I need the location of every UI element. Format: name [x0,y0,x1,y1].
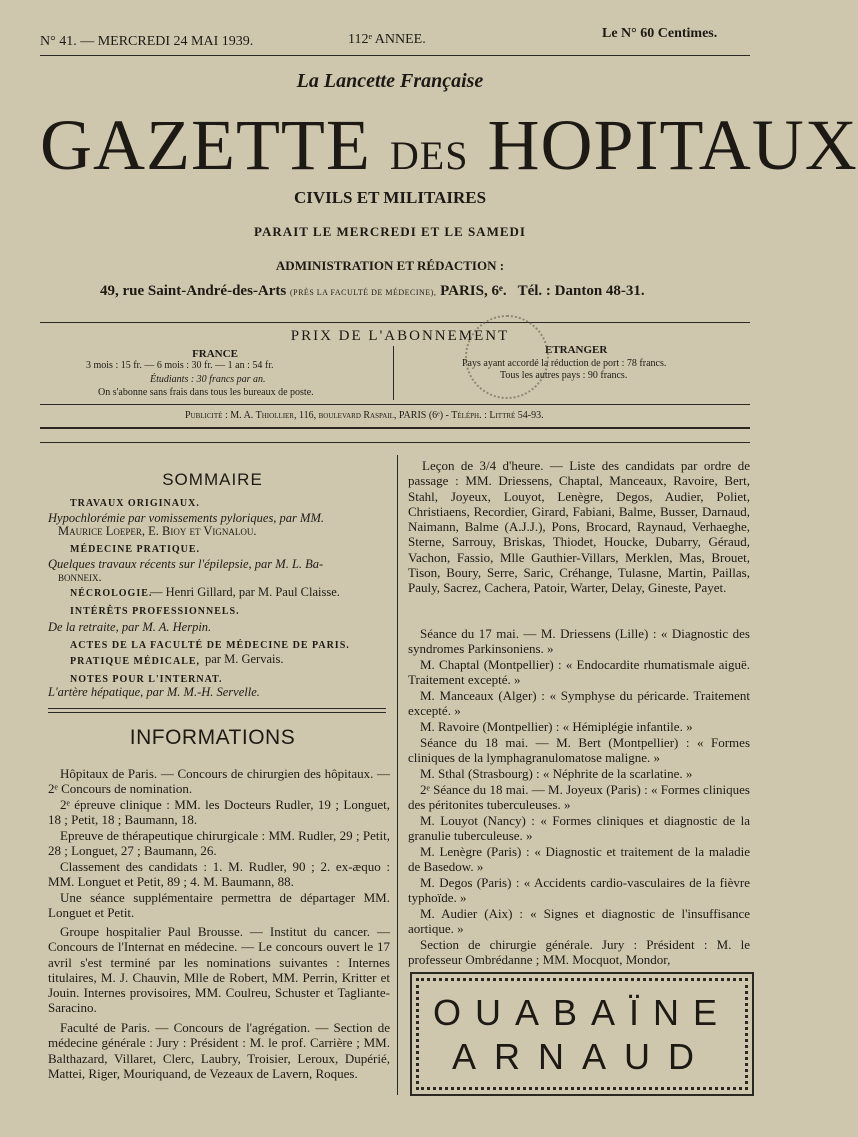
title-des: DES [389,133,469,178]
post-office-note: On s'abonne sans frais dans tous les bureaux de poste. [98,387,314,398]
admin-label: ADMINISTRATION ET RÉDACTION : [275,258,505,273]
toc-entry: Hypochlorémie par vomissements pyloriques, par MM. [48,511,324,525]
divider [40,442,750,443]
newspaper-title [40,104,858,187]
address-note: (PRÈS LA FACULTÉ DE MÉDECINE), [289,288,437,297]
library-stamp [465,315,549,399]
info-paragraph: Faculté de Paris. — Concours de l'agrégation. — Section de médecine générale : Jury : Président : M. le prof. Carrière ; MM. Balthazard, Villaret, Clerc, Laubry, Troisier, Leroux, Dupérié, Mattei, Riger, Mouriquand, de Vezeaux de Lavern, Roques. [48,1020,390,1081]
issue-price: Le N° 60 Centimes. [602,26,718,41]
publication-days: PARAIT LE MERCREDI ET LE SAMEDI [254,224,526,239]
advert-brand: ARNAUD [451,1036,712,1077]
divider [40,322,750,323]
toc-category: MÉDECINE PRATIQUE. [70,544,201,555]
france-rates: 3 mois : 15 fr. — 6 mois : 30 fr. — 1 an : 54 fr. [86,360,274,371]
info-paragraph: Séance du 17 mai. — M. Driessens (Lille) : « Diagnostic des syndromes Parkinsoniens. » [408,626,750,657]
info-paragraph: Hôpitaux de Paris. — Concours de chirurgien des hôpitaux. — 2ᵉ Concours de nomination. [48,766,390,797]
divider [40,427,750,429]
info-paragraph: M. Manceaux (Alger) : « Symphyse du péricarde. Traitement excepté. » [408,688,750,719]
etranger-rate-other: Tous les autres pays : 90 francs. [500,370,628,381]
title-gazette: GAZETTE [40,105,371,185]
sommaire-heading: SOMMAIRE [162,470,263,489]
toc-category: INTÉRÊTS PROFESSIONNELS. [70,606,240,617]
address-tel: Tél. : Danton 48-31. [517,283,645,299]
issue-number: N° 41. — MERCREDI 24 MAI 1939. [40,34,254,49]
info-paragraph: Séance du 18 mai. — M. Bert (Montpellier) : « Formes cliniques de la lymphagranulomatose maligne. » [408,735,750,766]
info-paragraph: 2ᵉ épreuve clinique : MM. les Docteurs Rudler, 19 ; Longuet, 18 ; Petit, 18 ; Baumann, 18. [48,797,390,828]
divider [40,55,750,56]
title-hopitaux: HOPITAUX [487,105,858,185]
info-paragraph: M. Chaptal (Montpellier) : « Endocardite rhumatismale aiguë. Traitement excepté. » [408,657,750,688]
info-paragraph: M. Sthal (Strasbourg) : « Néphrite de la scarlatine. » [420,766,693,781]
info-paragraph: Une séance supplémentaire permettra de départager MM. Longuet et Petit. [48,890,390,921]
divider [48,712,386,713]
student-rate: Étudiants : 30 francs par an. [150,374,266,385]
column-divider [397,455,398,1095]
toc-entry: — Henri Gillard, par M. Paul Claisse. [150,585,340,599]
toc-entry-authors: bonneix. [58,570,102,584]
info-paragraph: M. Audier (Aix) : « Signes et diagnostic de l'insuffisance aortique. » [408,906,750,937]
toc-category: ACTES DE LA FACULTÉ DE MÉDECINE DE PARIS. [70,640,350,651]
toc-entry: par M. Gervais. [205,652,284,666]
ouabaine-advert [410,972,754,1096]
etranger-rate-reduced: Pays ayant accordé la réduction de port : 78 francs. [462,358,667,369]
info-paragraph: M. Degos (Paris) : « Accidents cardio-vasculaires de la fièvre typhoïde. » [408,875,750,906]
toc-category: PRATIQUE MÉDICALE, [70,656,201,667]
toc-category: TRAVAUX ORIGINAUX. [70,498,200,509]
info-paragraph: 2ᵉ Séance du 18 mai. — M. Joyeux (Paris) : « Formes cliniques des péritonites tuberculeuses. » [408,782,750,813]
toc-entry-authors: Maurice Loeper, E. Bioy et Vignalou. [58,524,257,538]
info-paragraph: Section de chirurgie générale. Jury : Président : M. le professeur Ombrédanne ; MM. Mocquot, Mondor, [408,937,750,968]
advert-product: OUABAÏNE [432,992,732,1033]
toc-entry: Quelques travaux récents sur l'épilepsie, par M. L. Ba- [48,557,324,571]
year-label: 112ᵉ ANNEE. [348,32,426,47]
address-street: 49, rue Saint-André-des-Arts [100,283,287,299]
info-paragraph: Epreuve de thérapeutique chirurgicale : MM. Rudler, 29 ; Petit, 28 ; Longuet, 27 ; Baumann, 26. [48,828,390,859]
info-paragraph: M. Ravoire (Montpellier) : « Hémiplégie infantile. » [420,719,693,734]
toc-category: NOTES POUR L'INTERNAT. [70,674,223,685]
info-paragraph: Classement des candidats : 1. M. Rudler, 90 ; 2. ex-æquo : MM. Longuet et Petit, 89 ; 4. M. Baumann, 88. [48,859,390,890]
address-city: PARIS, 6ᵉ. [440,283,507,299]
address [100,283,645,300]
info-paragraph: M. Louyot (Nancy) : « Formes cliniques et diagnostic de la granulie tuberculeuse. » [408,813,750,844]
info-paragraph: Groupe hospitalier Paul Brousse. — Institut du cancer. — Concours de l'Internat en médecine. — Le concours ouvert le 17 avril s'est terminé par les nominations suivantes : Internes titulaires, M. J. Chauvin, Mlle de Robert, MM. Perrin, Kritter et Jouin. Internes provisoires, MM. Coulreu, Schuster et Tagliante-Saracino. [48,924,390,1016]
divider [40,404,750,405]
subscription-title: PRIX DE L'ABONNEMENT [290,328,510,344]
publicity-contact: Publicité : M. A. Thiollier, 116, boulevard Raspail, PARIS (6ᵉ) - Téléph. : Littré 54-93. [185,410,544,421]
divider [48,708,386,709]
toc-entry: De la retraite, par M. A. Herpin. [48,620,212,634]
info-paragraph: Leçon de 3/4 d'heure. — Liste des candidats par ordre de passage : MM. Driessens, Chaptal, Manceaux, Ravoire, Bert, Stahl, Joyeux, Louyot, Lenègre, Degos, Audier, Poliet, Christiaens, Recordier, Girard, Fabiani, Balme, Busser, Darnaud, Naimann, Balme (A.J.J.), Pons, Brocard, Raynaud, Verhaeghe, Sterne, Sarrouy, Briskas, Thiodet, Houcke, Dubarry, Géraud, Vachon, Fassio, Mlle Gauthier-Villars, Merklen, Mas, Brouet, Tison, Boury, Serre, Saric, Créhange, Tulasne, Martin, Paillas, Pauly, Sacrez, Cachera, Patoir, Warter, Delay, Gineste, Payet. [408,458,750,596]
france-heading: FRANCE [192,348,238,360]
divider [393,346,394,400]
info-paragraph: M. Lenègre (Paris) : « Diagnostic et traitement de la maladie de Basedow. » [408,844,750,875]
lancette-subtitle: La Lancette Française [296,70,484,92]
etranger-heading: ETRANGER [545,344,608,356]
toc-entry: L'artère hépatique, par M. M.-H. Servelle. [48,685,260,699]
informations-heading: INFORMATIONS [129,726,296,749]
toc-category: NÉCROLOGIE. [70,588,153,599]
title-subtitle: CIVILS ET MILITAIRES [293,188,487,207]
